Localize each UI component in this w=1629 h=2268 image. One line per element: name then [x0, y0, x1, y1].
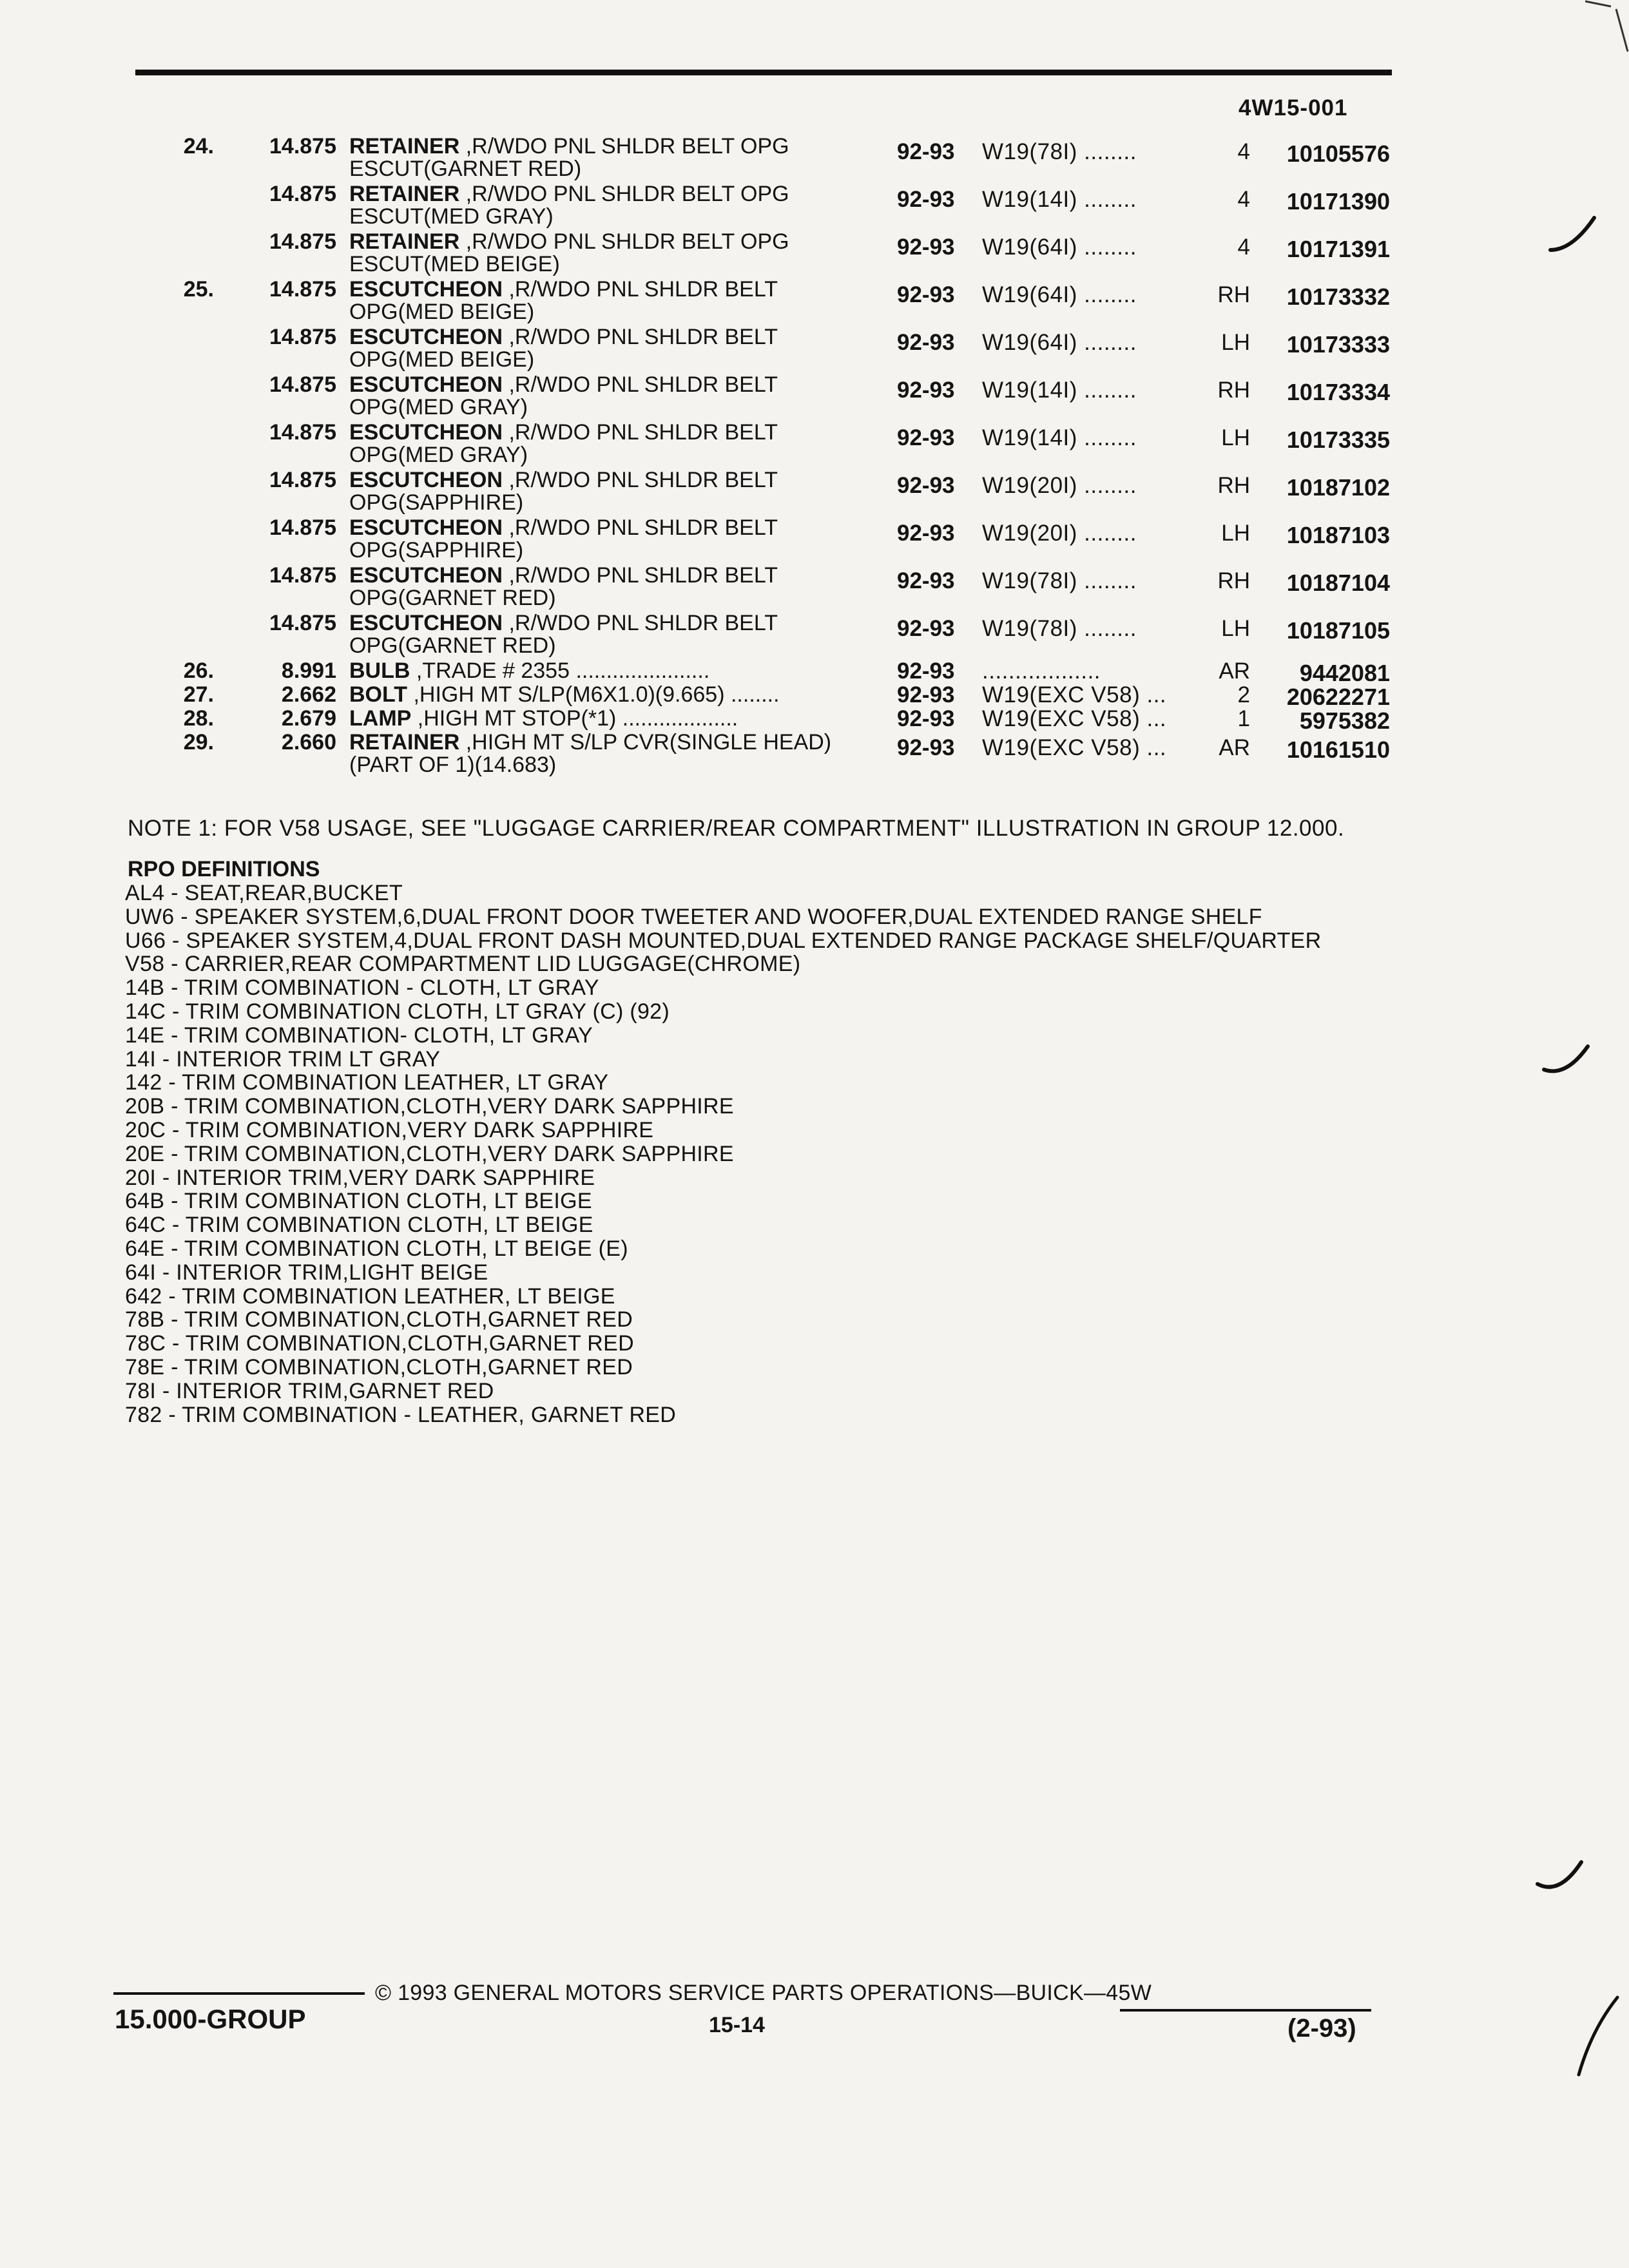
part-number: 5975382	[1299, 707, 1390, 734]
rpo-definition: 14I - INTERIOR TRIM LT GRAY	[125, 1046, 441, 1072]
quantity: 4	[1237, 139, 1250, 164]
model-years: 92-93	[897, 706, 955, 731]
part-row	[0, 515, 1629, 563]
part-name: BULB	[349, 658, 410, 683]
model-years: 92-93	[897, 330, 955, 355]
margin-pen-mark	[1547, 213, 1598, 258]
rpo-definition: 142 - TRIM COMBINATION LEATHER, LT GRAY	[125, 1070, 609, 1095]
part-row	[0, 420, 1629, 468]
part-description-continued: ESCUT(MED GRAY)	[349, 204, 554, 229]
quantity: RH	[1217, 282, 1250, 307]
part-description-text: ,HIGH MT STOP(*1) ...................	[411, 706, 738, 731]
part-description-continued: OPG(GARNET RED)	[349, 633, 556, 658]
rpo-definition: 20B - TRIM COMBINATION,CLOTH,VERY DARK SAPPHIRE	[125, 1094, 734, 1119]
part-name: ESCUTCHEON	[349, 563, 503, 588]
rpo-definition: 20E - TRIM COMBINATION,CLOTH,VERY DARK SAPPHIRE	[125, 1141, 734, 1166]
rpo-definition: UW6 - SPEAKER SYSTEM,6,DUAL FRONT DOOR TWEETER AND WOOFER,DUAL EXTENDED RANGE SHELF	[125, 904, 1262, 929]
quantity: LH	[1221, 425, 1250, 450]
part-row	[0, 325, 1629, 372]
part-description-text: ,R/WDO PNL SHLDR BELT OPG	[459, 229, 789, 254]
part-description-continued: (PART OF 1)(14.683)	[349, 753, 557, 777]
part-name: BOLT	[349, 682, 408, 707]
quantity: RH	[1217, 473, 1250, 498]
scan-corner-mark	[1585, 0, 1629, 58]
model-usage: W19(14I) ........	[982, 425, 1137, 450]
group-label: 15.000-GROUP	[115, 2004, 306, 2034]
part-number: 10173334	[1286, 379, 1390, 405]
model-usage: W19(78I) ........	[982, 616, 1137, 641]
rpo-definition: 78C - TRIM COMBINATION,CLOTH,GARNET RED	[125, 1331, 634, 1356]
part-description	[349, 134, 789, 159]
part-number: 10173333	[1286, 331, 1390, 358]
part-description	[349, 277, 778, 302]
model-usage: W19(64I) ........	[982, 235, 1137, 260]
part-description-text: ,TRADE # 2355 ......................	[410, 658, 710, 683]
part-number: 10171390	[1286, 188, 1390, 215]
part-description-text: ,HIGH MT S/LP(M6X1.0)(9.665) ........	[407, 682, 780, 707]
part-description-text: ,R/WDO PNL SHLDR BELT	[503, 515, 778, 540]
part-row	[0, 682, 1629, 710]
rpo-definition: AL4 - SEAT,REAR,BUCKET	[125, 881, 403, 905]
part-description-text: ,R/WDO PNL SHLDR BELT	[503, 420, 778, 445]
part-row	[0, 372, 1629, 420]
footer-rule-left	[113, 1992, 365, 1995]
part-name: ESCUTCHEON	[349, 325, 503, 349]
rpo-title: RPO DEFINITIONS	[128, 857, 320, 881]
part-description-continued: OPG(MED BEIGE)	[349, 300, 535, 324]
rpo-definition: 78E - TRIM COMBINATION,CLOTH,GARNET RED	[125, 1354, 633, 1379]
part-description	[349, 420, 778, 445]
model-years: 92-93	[897, 378, 955, 403]
part-row	[0, 611, 1629, 658]
part-description-continued: OPG(MED GRAY)	[349, 443, 528, 467]
part-name: ESCUTCHEON	[349, 372, 503, 397]
rpo-definition: 20I - INTERIOR TRIM,VERY DARK SAPPHIRE	[125, 1165, 595, 1190]
rpo-definition: 64C - TRIM COMBINATION CLOTH, LT BEIGE	[125, 1213, 593, 1238]
part-name: ESCUTCHEON	[349, 420, 503, 445]
model-years: 92-93	[897, 735, 955, 760]
model-usage: W19(20I) ........	[982, 521, 1137, 546]
part-description	[349, 229, 789, 255]
part-row	[0, 706, 1629, 734]
part-number: 10105576	[1286, 140, 1390, 167]
rpo-definition: 78B - TRIM COMBINATION,CLOTH,GARNET RED	[125, 1307, 633, 1332]
model-years: 92-93	[897, 616, 955, 641]
illustration-ref: 14.875	[269, 229, 336, 254]
part-description-continued: OPG(MED GRAY)	[349, 395, 528, 419]
part-description-continued: OPG(GARNET RED)	[349, 586, 556, 610]
part-name: LAMP	[349, 706, 412, 731]
model-years: 92-93	[897, 139, 955, 164]
part-row	[0, 134, 1629, 182]
part-number: 10171391	[1286, 236, 1390, 262]
part-row	[0, 229, 1629, 277]
model-years: 92-93	[897, 235, 955, 260]
illustration-ref: 14.875	[269, 420, 336, 445]
rpo-definition: U66 - SPEAKER SYSTEM,4,DUAL FRONT DASH MOUNTED,DUAL EXTENDED RANGE PACKAGE SHELF/QUARTER	[125, 928, 1322, 953]
rpo-definition: 642 - TRIM COMBINATION LEATHER, LT BEIGE	[125, 1283, 615, 1309]
revision-date: (2-93)	[1287, 2014, 1356, 2042]
part-description-continued: ESCUT(MED BEIGE)	[349, 252, 560, 276]
part-description-text: ,R/WDO PNL SHLDR BELT	[503, 563, 778, 588]
part-description-text: ,R/WDO PNL SHLDR BELT	[503, 325, 778, 349]
item-number: 27.	[183, 682, 214, 707]
model-years: 92-93	[897, 282, 955, 307]
part-description	[349, 468, 778, 493]
part-description	[349, 563, 778, 588]
quantity: 2	[1237, 682, 1250, 707]
rpo-definition: 782 - TRIM COMBINATION - LEATHER, GARNET RED	[125, 1402, 677, 1427]
illustration-ref: 2.660	[281, 730, 336, 754]
part-description	[349, 682, 780, 707]
part-description-text: ,R/WDO PNL SHLDR BELT OPG	[459, 182, 789, 206]
model-years: 92-93	[897, 521, 955, 546]
part-description-text: ,R/WDO PNL SHLDR BELT OPG	[459, 134, 789, 159]
quantity: LH	[1221, 330, 1250, 355]
quantity: LH	[1221, 521, 1250, 546]
illustration-ref: 14.875	[269, 182, 336, 206]
part-number: 10173332	[1286, 284, 1390, 310]
part-description-continued: ESCUT(GARNET RED)	[349, 157, 582, 181]
rpo-definition: V58 - CARRIER,REAR COMPARTMENT LID LUGGAGE(CHROME)	[125, 952, 801, 977]
model-usage: W19(14I) ........	[982, 187, 1137, 212]
item-number: 26.	[183, 658, 214, 683]
margin-pen-mark	[1572, 1991, 1624, 2081]
margin-pen-mark	[1534, 1856, 1585, 1901]
model-years: 92-93	[897, 473, 955, 498]
part-number: 10187104	[1286, 570, 1390, 596]
model-usage: W19(EXC V58) ...	[982, 706, 1167, 731]
part-row	[0, 277, 1629, 325]
part-name: ESCUTCHEON	[349, 515, 503, 540]
part-number: 20622271	[1286, 684, 1390, 710]
illustration-ref: 14.875	[269, 277, 336, 302]
quantity: AR	[1219, 658, 1250, 684]
part-name: RETAINER	[349, 229, 460, 254]
rpo-definition: 14C - TRIM COMBINATION CLOTH, LT GRAY (C) (92)	[125, 999, 670, 1024]
item-number: 25.	[183, 277, 214, 302]
model-usage: ..................	[982, 658, 1101, 684]
quantity: LH	[1221, 616, 1250, 641]
rpo-definitions-list	[125, 881, 1321, 1427]
illustration-ref: 14.875	[269, 611, 336, 635]
model-years: 92-93	[897, 425, 955, 450]
part-description	[349, 730, 831, 755]
usage-note: NOTE 1: FOR V58 USAGE, SEE "LUGGAGE CARRIER/REAR COMPARTMENT" ILLUSTRATION IN GROUP 12.000.	[128, 816, 1345, 841]
illustration-ref: 2.662	[281, 682, 336, 707]
illustration-ref: 14.875	[269, 563, 336, 588]
model-years: 92-93	[897, 658, 955, 684]
part-description-text: ,R/WDO PNL SHLDR BELT	[503, 611, 778, 635]
rpo-definition: 14E - TRIM COMBINATION- CLOTH, LT GRAY	[125, 1023, 593, 1048]
part-description-text: ,R/WDO PNL SHLDR BELT	[503, 468, 778, 492]
part-name: RETAINER	[349, 182, 460, 206]
model-usage: W19(EXC V58) ...	[982, 735, 1167, 760]
part-number: 10173335	[1286, 427, 1390, 453]
part-row	[0, 468, 1629, 515]
part-description	[349, 372, 778, 398]
model-years: 92-93	[897, 187, 955, 212]
rpo-definition: 64E - TRIM COMBINATION CLOTH, LT BEIGE (E)	[125, 1236, 628, 1261]
quantity: RH	[1217, 568, 1250, 593]
rpo-definition: 20C - TRIM COMBINATION,VERY DARK SAPPHIRE	[125, 1117, 654, 1142]
quantity: AR	[1219, 735, 1250, 760]
part-description-continued: OPG(MED BEIGE)	[349, 347, 535, 372]
model-usage: W19(64I) ........	[982, 330, 1137, 355]
part-row	[0, 563, 1629, 611]
rpo-definition: 14B - TRIM COMBINATION - CLOTH, LT GRAY	[125, 975, 599, 1001]
catalog-code: 4W15-001	[1239, 95, 1348, 120]
quantity: 1	[1237, 706, 1250, 731]
part-name: ESCUTCHEON	[349, 468, 503, 492]
part-number: 10187105	[1286, 617, 1390, 644]
copyright-notice: © 1993 GENERAL MOTORS SERVICE PARTS OPERATIONS—BUICK—45W	[375, 1981, 1152, 2005]
quantity: 4	[1237, 187, 1250, 212]
margin-pen-mark	[1540, 1037, 1592, 1082]
part-number: 10161510	[1286, 736, 1390, 763]
model-usage: W19(20I) ........	[982, 473, 1137, 498]
illustration-ref: 14.875	[269, 134, 336, 159]
part-number: 10187103	[1286, 522, 1390, 548]
rpo-definition: 64B - TRIM COMBINATION CLOTH, LT BEIGE	[125, 1189, 592, 1214]
page-number: 15-14	[709, 2013, 765, 2037]
illustration-ref: 14.875	[269, 372, 336, 397]
part-description	[349, 706, 738, 731]
rpo-definition: 64I - INTERIOR TRIM,LIGHT BEIGE	[125, 1260, 488, 1285]
illustration-ref: 14.875	[269, 468, 336, 492]
parts-list	[0, 134, 1629, 778]
model-usage: W19(EXC V58) ...	[982, 682, 1167, 707]
quantity: 4	[1237, 235, 1250, 260]
part-description-continued: OPG(SAPPHIRE)	[349, 490, 524, 515]
part-name: ESCUTCHEON	[349, 277, 503, 302]
part-description	[349, 515, 778, 541]
item-number: 28.	[183, 706, 214, 731]
illustration-ref: 8.991	[281, 658, 336, 683]
illustration-ref: 2.679	[281, 706, 336, 731]
item-number: 29.	[183, 730, 214, 754]
rpo-definition: 78I - INTERIOR TRIM,GARNET RED	[125, 1378, 494, 1403]
header-rule	[135, 70, 1392, 75]
part-description-text: ,R/WDO PNL SHLDR BELT	[503, 277, 778, 302]
model-usage: W19(78I) ........	[982, 139, 1137, 164]
part-number: 10187102	[1286, 474, 1390, 501]
part-name: RETAINER	[349, 134, 460, 159]
model-usage: W19(14I) ........	[982, 378, 1137, 403]
part-description	[349, 182, 789, 207]
illustration-ref: 14.875	[269, 515, 336, 540]
part-row	[0, 658, 1629, 686]
part-description	[349, 658, 709, 684]
footer-rule-right	[1120, 2009, 1371, 2012]
model-years: 92-93	[897, 682, 955, 707]
part-description	[349, 611, 778, 636]
illustration-ref: 14.875	[269, 325, 336, 349]
part-row	[0, 730, 1629, 778]
part-name: RETAINER	[349, 730, 460, 754]
part-row	[0, 182, 1629, 229]
part-description-text: ,HIGH MT S/LP CVR(SINGLE HEAD)	[459, 730, 832, 754]
item-number: 24.	[183, 134, 214, 159]
part-description-continued: OPG(SAPPHIRE)	[349, 538, 524, 562]
model-usage: W19(64I) ........	[982, 282, 1137, 307]
model-usage: W19(78I) ........	[982, 568, 1137, 593]
part-description-text: ,R/WDO PNL SHLDR BELT	[503, 372, 778, 397]
part-name: ESCUTCHEON	[349, 611, 503, 635]
part-description	[349, 325, 778, 350]
model-years: 92-93	[897, 568, 955, 593]
quantity: RH	[1217, 378, 1250, 403]
part-number: 9442081	[1299, 660, 1390, 686]
